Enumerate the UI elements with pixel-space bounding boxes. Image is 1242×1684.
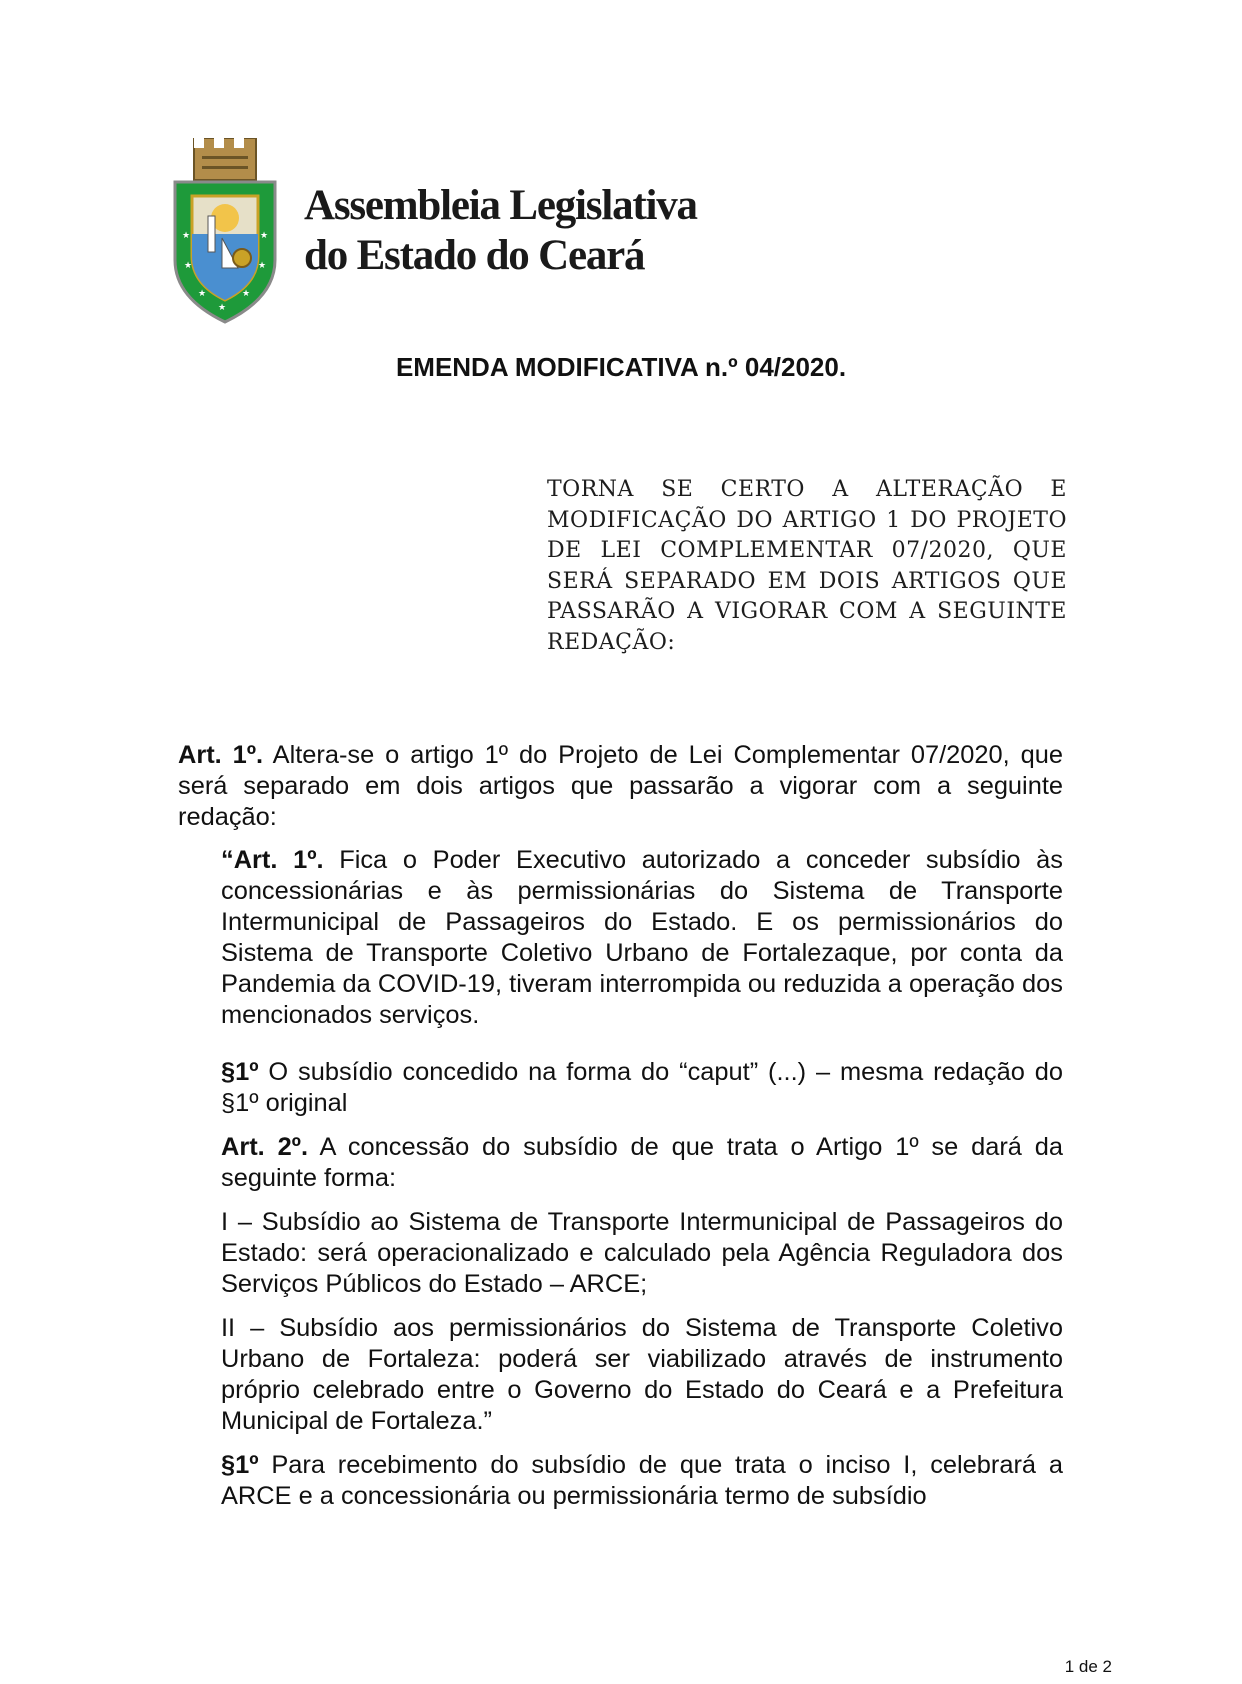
svg-text:★: ★ bbox=[182, 230, 191, 240]
org-name-line-1: Assembleia Legislativa bbox=[304, 182, 697, 229]
article-text: A concessão do subsídio de que trata o Artigo 1º se dará da seguinte forma: bbox=[221, 1133, 1063, 1192]
svg-text:★: ★ bbox=[258, 260, 267, 270]
article-text: Fica o Poder Executivo autorizado a conceder subsídio às concessionárias e às permissionárias do Sistema de Transporte Intermunicipal de Passageiros do Estado. E os permissionários do Sistema de Transporte Coletivo Urbano de Fortalezaque, por conta da Pandemia da COVID-19, tiveram interrompida ou reduzida a operação dos mencionados serviços. bbox=[221, 846, 1063, 1029]
document-title: EMENDA MODIFICATIVA n.º 04/2020. bbox=[395, 352, 847, 382]
section-label: §1º bbox=[221, 1058, 259, 1086]
item-i-paragraph bbox=[221, 1207, 1063, 1300]
item-text: II – Subsídio aos permissionários do Sistema de Transporte Coletivo Urbano de Fortaleza: poderá ser viabilizado através de instrumento próprio celebrado entre o Governo do Estado do Ceará e a Prefeitura Municipal de Fortaleza.” bbox=[221, 1314, 1063, 1435]
new-article-1-paragraph bbox=[221, 845, 1063, 1031]
article-1-paragraph bbox=[178, 740, 1063, 833]
svg-text:★: ★ bbox=[260, 230, 269, 240]
page-number: 1 de 2 bbox=[1064, 1657, 1112, 1676]
ementa-summary: TORNA SE CERTO A ALTERAÇÃO E MODIFICAÇÃO DO ARTIGO 1 DO PROJETO DE LEI COMPLEMENTAR 07/2020, QUE SERÁ SEPARADO EM DOIS ARTIGOS QUE PASSARÃO A VIGORAR COM A SEGUINTE REDAÇÃO: bbox=[547, 477, 1067, 655]
section-label: §1º bbox=[221, 1451, 259, 1479]
org-name-line-2: do Estado do Ceará bbox=[304, 232, 645, 279]
section-text: Para recebimento do subsídio de que trata o inciso I, celebrará a ARCE e a concessionária ou permissionária termo de subsídio bbox=[221, 1451, 1063, 1510]
organization-name bbox=[304, 181, 697, 281]
article-text: Altera-se o artigo 1º do Projeto de Lei Complementar 07/2020, que será separado em dois artigos que passarão a vigorar com a seguinte redação: bbox=[178, 741, 1064, 831]
ceara-coat-of-arms-icon bbox=[172, 138, 278, 324]
svg-text:★: ★ bbox=[242, 288, 251, 298]
item-ii-paragraph bbox=[221, 1313, 1063, 1437]
svg-text:★: ★ bbox=[218, 302, 227, 312]
paragraph-1-section bbox=[221, 1057, 1063, 1119]
section-text: O subsídio concedido na forma do “caput” (...) – mesma redação do §1º original bbox=[221, 1058, 1063, 1117]
svg-text:★: ★ bbox=[184, 260, 193, 270]
new-article-2-paragraph bbox=[221, 1132, 1063, 1194]
article-label: Art. 2º. bbox=[221, 1133, 309, 1161]
svg-text:★: ★ bbox=[198, 288, 207, 298]
article-label: Art. 1º. bbox=[178, 741, 264, 769]
article-label: “Art. 1º. bbox=[221, 846, 324, 874]
paragraph-1-inciso-section bbox=[221, 1450, 1063, 1512]
letterhead bbox=[172, 138, 697, 324]
item-text: I – Subsídio ao Sistema de Transporte Intermunicipal de Passageiros do Estado: será operacionalizado e calculado pela Agência Reguladora dos Serviços Públicos do Estado – ARCE; bbox=[221, 1208, 1063, 1298]
